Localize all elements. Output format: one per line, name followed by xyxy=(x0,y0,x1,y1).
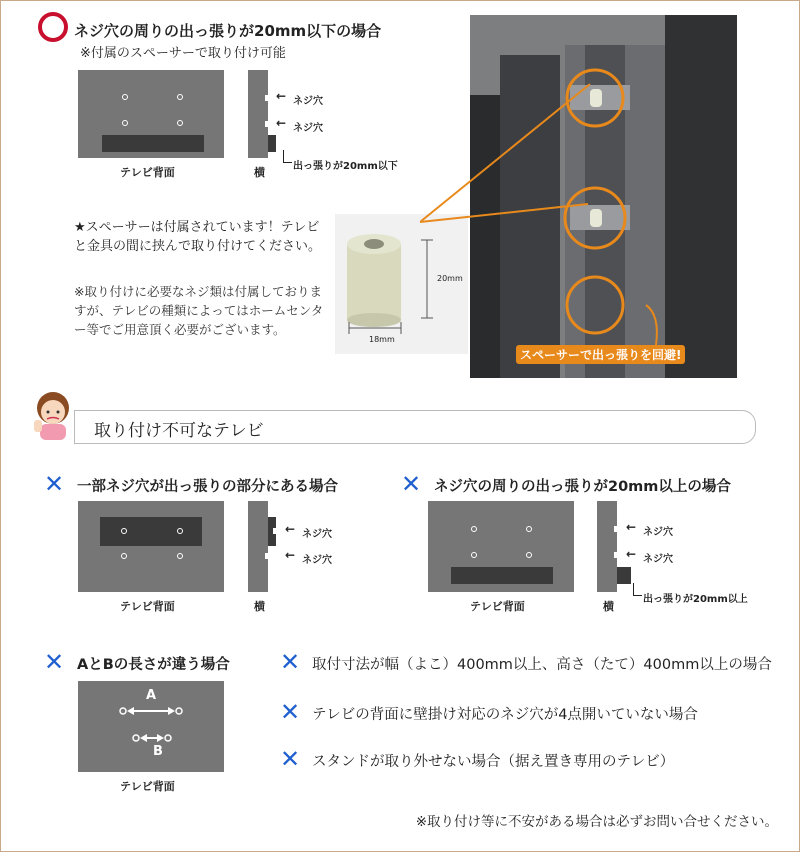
ok-subtitle: ※付属のスペーサーで取り付け可能 xyxy=(80,46,286,61)
spacer-image xyxy=(335,214,468,354)
screw-hole xyxy=(121,528,127,534)
case5-title: テレビの背面に壁掛け対応のネジ穴が4点開いていない場合 xyxy=(312,707,698,723)
tv-side-panel xyxy=(597,501,617,592)
tv-back-label: テレビ背面 xyxy=(120,780,175,793)
screw-hole-label: ネジ穴 xyxy=(643,554,673,565)
tv-side-panel xyxy=(248,501,268,592)
case4-title: 取付寸法が幅（よこ）400mm以上、高さ（たて）400mm以上の場合 xyxy=(312,657,772,673)
screw-hole xyxy=(177,553,183,559)
spacer-note: ※取り付けに必要なネジ類は付属しておりますが、テレビの種類によってはホームセンター等でご用意頂く必要がございます。 xyxy=(74,284,324,337)
side-protrusion xyxy=(617,567,631,584)
case3-title: AとBの長さが違う場合 xyxy=(77,657,230,673)
protrusion-bar xyxy=(102,135,204,152)
screw-hole xyxy=(177,120,183,126)
screw-hole-label: ネジ穴 xyxy=(293,123,323,134)
screw-hole-label: ネジ穴 xyxy=(293,96,323,107)
spacer-text: ★スペーサーは付属されています！テレビと金具の間に挟んで取り付けてください。 xyxy=(74,220,322,254)
tv-side-panel xyxy=(248,70,268,158)
arrow-left-icon: ← xyxy=(285,548,296,562)
spacer-width-label: 18mm xyxy=(369,335,395,344)
protrusion-label: 出っ張りが20mm以上 xyxy=(643,594,748,605)
screw-hole-label: ネジ穴 xyxy=(302,529,332,540)
protrusion-bar xyxy=(451,567,553,584)
side-label: 横 xyxy=(254,166,265,179)
ng-heading: 取り付け不可なテレビ xyxy=(94,421,264,441)
screw-hole-side xyxy=(614,526,619,532)
ok-title: ネジ穴の周りの出っ張りが20mm以下の場合 xyxy=(74,22,382,40)
girl-avatar xyxy=(32,388,74,440)
screw-hole xyxy=(471,526,477,532)
footer-note: ※取り付け等に不安がある場合は必ずお問い合せください。 xyxy=(415,814,778,830)
side-label: 横 xyxy=(603,600,614,613)
tv-back-label: テレビ背面 xyxy=(470,600,525,613)
protrusion-label: 出っ張りが20mm以下 xyxy=(293,161,398,172)
screw-hole-label: ネジ穴 xyxy=(643,527,673,538)
spacer-height-label: 20mm xyxy=(437,274,463,283)
callout-lines xyxy=(420,60,630,230)
photo-callout: スペーサーで出っ張りを回避! xyxy=(516,345,685,364)
tv-back-panel xyxy=(78,501,224,592)
bracket-line xyxy=(633,583,642,596)
arrow-left-icon: ← xyxy=(276,89,287,103)
tv-back-label: テレビ背面 xyxy=(120,600,175,613)
screw-hole xyxy=(121,553,127,559)
side-label: 横 xyxy=(254,600,265,613)
screw-hole-side xyxy=(265,553,270,559)
screw-hole-label: ネジ穴 xyxy=(302,555,332,566)
screw-hole xyxy=(526,526,532,532)
case2-title: ネジ穴の周りの出っ張りが20mm以上の場合 xyxy=(434,479,731,495)
screw-hole xyxy=(177,528,183,534)
arrow-left-icon: ← xyxy=(626,520,637,534)
cross-icon: ✕ xyxy=(280,698,301,726)
screw-hole-side xyxy=(265,95,270,101)
cross-icon: ✕ xyxy=(280,745,301,773)
ok-circle-icon xyxy=(38,12,68,42)
screw-hole-side xyxy=(273,528,278,534)
screw-hole xyxy=(122,120,128,126)
screw-hole xyxy=(122,94,128,100)
screw-hole xyxy=(526,552,532,558)
screw-hole xyxy=(471,552,477,558)
tv-back-label: テレビ背面 xyxy=(120,166,175,179)
screw-hole xyxy=(177,94,183,100)
label-b: B xyxy=(153,744,163,759)
label-a: A xyxy=(146,688,157,703)
case6-title: スタンドが取り外せない場合（据え置き専用のテレビ） xyxy=(312,754,675,770)
screw-hole-side xyxy=(265,121,270,127)
bracket-line xyxy=(283,150,292,163)
cross-icon: ✕ xyxy=(44,470,65,498)
screw-hole-side xyxy=(614,552,619,558)
side-protrusion xyxy=(268,135,276,152)
arrow-left-icon: ← xyxy=(285,522,296,536)
arrow-left-icon: ← xyxy=(276,116,287,130)
arrow-left-icon: ← xyxy=(626,547,637,561)
cross-icon: ✕ xyxy=(280,648,301,676)
case1-title: 一部ネジ穴が出っ張りの部分にある場合 xyxy=(77,479,338,495)
cross-icon: ✕ xyxy=(401,470,422,498)
cross-icon: ✕ xyxy=(44,648,65,676)
protrusion-bar xyxy=(100,517,202,546)
